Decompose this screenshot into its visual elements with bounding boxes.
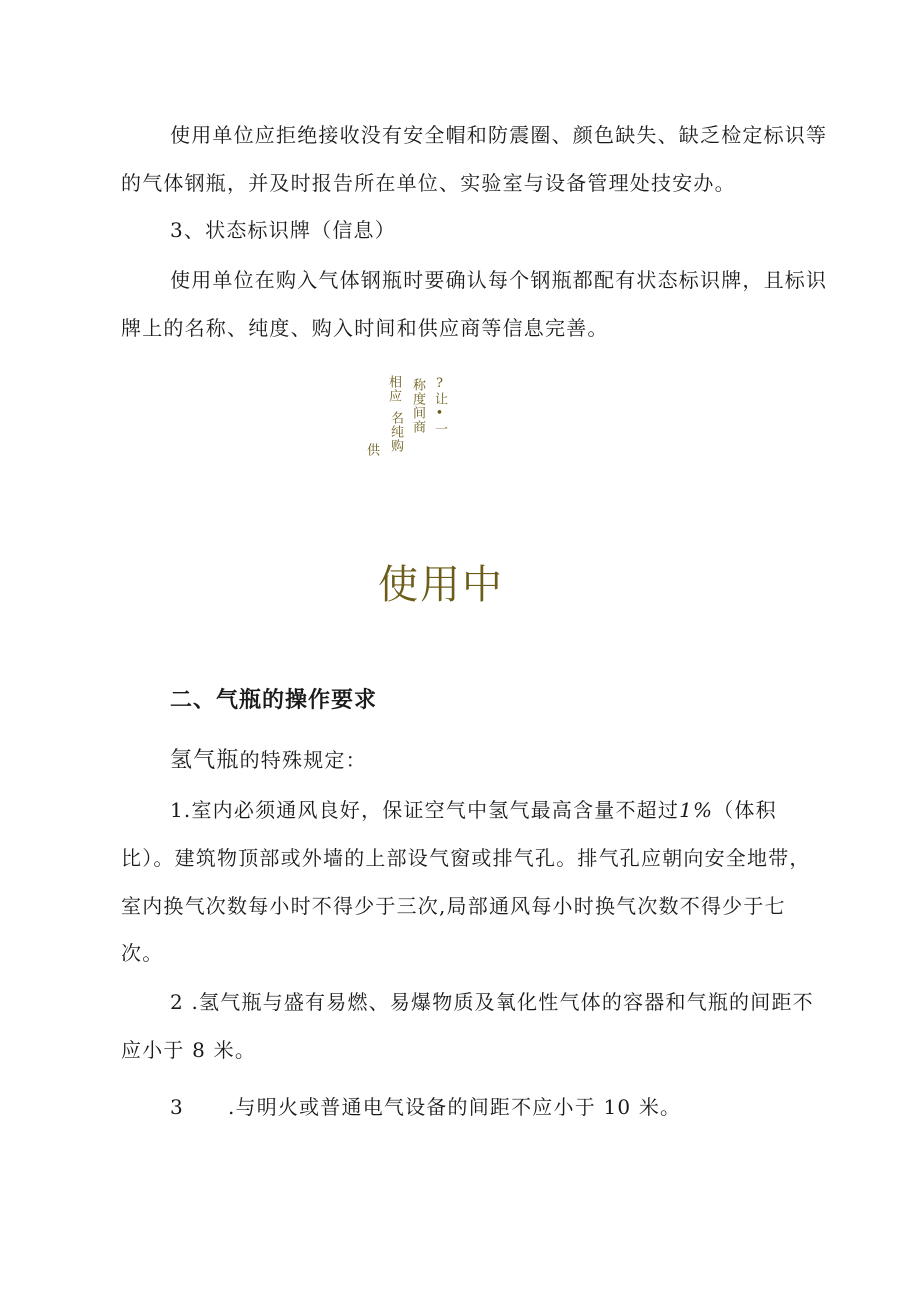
rule3-text: .与明火或普通电气设备的间距不应小于 10 米。 [227,1095,682,1119]
para1-line1: 使用单位应拒绝接收没有安全帽和防震圈、颜色缺失、缺乏检定标识等 [170,123,828,147]
item3-heading: 3、状态标识牌（信息） [170,218,396,242]
para1-line2: 的气体钢瓶，并及时报告所在单位、实验室与设备管理处技安办。 [121,171,736,195]
rule1-text: （体积 [713,798,777,822]
figure-text-col: 相应 [386,375,401,403]
in-use-label: 使用中 [378,562,504,608]
para2-line1: 使用单位在购入气体钢瓶时要确认每个钢瓶都配有状态标识牌，且标识 [170,268,828,292]
figure-text-col: 供 [364,443,379,457]
rule3-line [170,1092,681,1122]
rule1-line1 [170,795,777,825]
rule1-text: 1.室内必须通风良好，保证空气中氢气最高含量不超过 [170,798,680,822]
rule1-line4: 次。 [121,941,164,965]
hydrogen-title: 氢气瓶 [170,748,240,773]
rule1-percent: 1% [679,798,714,822]
section2-heading: 二、气瓶的操作要求 [170,688,378,713]
rule1-line2: 比）。建筑物顶部或外墙的上部设气窗或排气孔。排气孔应朝向安全地带， [121,846,811,870]
figure-text-col: 称度间商 [410,378,425,434]
figure-text-col: ?让•一 [432,376,447,436]
hydrogen-title-line [170,745,367,776]
figure-text-col: 名纯购 [388,411,403,453]
rule1-line3: 室内换气次数每小时不得少于三次,局部通风每小时换气次数不得少于七 [121,894,786,918]
rule2-line2: 应小于 8 米。 [121,1038,257,1062]
rule2-line1: 2 .氢气瓶与盛有易燃、易爆物质及氧化性气体的容器和气瓶的间距不 [170,990,814,1014]
para2-line2: 牌上的名称、纯度、购入时间和供应商等信息完善。 [121,316,609,340]
hydrogen-title-suffix: 的特殊规定： [239,748,367,772]
rule3-number: 3 [170,1095,184,1119]
